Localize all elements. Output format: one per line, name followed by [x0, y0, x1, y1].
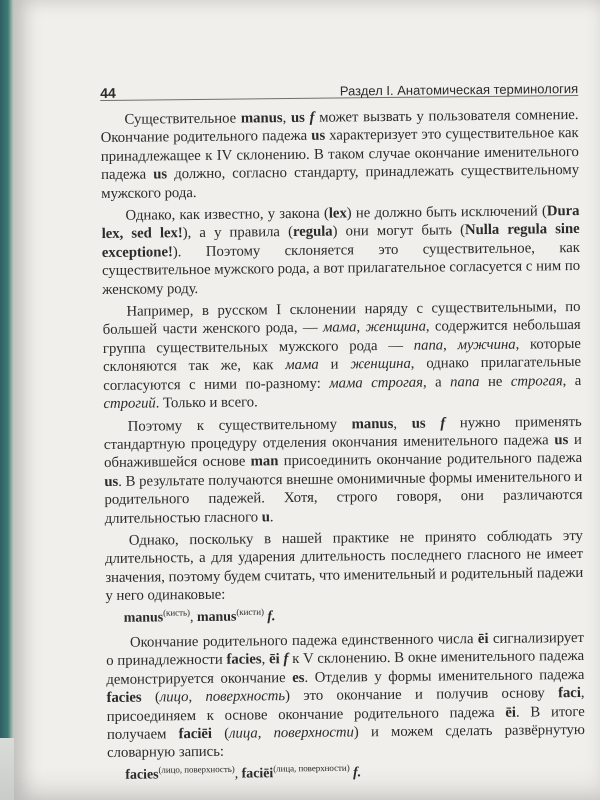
paragraph-3: Например, в русском I склонении наряду с существительными, по большей части женского рода, — мама, женщина, содержится небольшая группа существительных мужского рода — папа, мужчина, которые склоняются так же, как мама и женщина, однако прилагательные согласуются с ними по-разному: мама строгая, а папа не строгая, а строгий. Только и всего.	[102, 299, 582, 413]
page-content	[100, 69, 585, 791]
book-page	[14, 0, 600, 800]
paragraph-1: Существительное manus, us f может вызвать у пользователя сомнение. Окончание родительного падежа us характеризует это существительное как принадлежащее к IV склонению. В таком случае окончание именительного падежа us должно, согласно стандарту, принадлежать существительному мужского рода.	[100, 106, 580, 202]
page-number: 44	[100, 84, 116, 101]
running-head	[100, 69, 578, 101]
dictionary-entry-manus: manus$^{(кисть)}$, manus$^{(кисти)}$ f.	[123, 606, 276, 626]
paragraph-2: Однако, как известно, у закона (lex) не должно быть исключений (Dura lex, sed lex!), а у правила (regula) они могут быть (Nulla regula sine exceptione!). Поэтому склоняется это существительное, как существительное мужского рода, а вот прилагательное согласуется с ним по женскому роду.	[101, 203, 581, 298]
paragraph-6: Окончание родительного падежа единственного числа ēi сигнализирует о принадлежности facies, ēi f к V склонению. В окне именительного падежа демонстрируется окончание es. Отделив у формы именительного падежа facies (лицо, поверхность) это окончание и получив основу faci, присоединяем к основе окончание родительного падежа ēi. В итоге получаем faciēi (лица, поверхности) и можем сделать развёрнутую словарную запись:	[106, 629, 585, 762]
dictionary-entry-facies: facies$^{(лицо, поверхность)}$, faciēi$^{(лица, поверхности)}$ f.	[125, 762, 362, 783]
body-text	[100, 106, 585, 785]
paragraph-5: Однако, поскольку в нашей практике не принято соблюдать эту длительность, а для ударения длительность последнего гласного не имеет значения, поэтому будем считать, что именительный и родительный падежи у него одинаковые:	[104, 527, 584, 605]
section-title: Раздел I. Анатомическая терминология	[339, 80, 579, 99]
paragraph-4: Поэтому к существительному manus, us f нужно применять стандартную процедуру отделения окончания именительного падежа us и обнажившейся основе man присоединить окончание родительного падежа us. В результате получаются внешне омонимичные формы именительного и родительного падежей. Хотя, строго говоря, они различаются длительностью гласного u.	[103, 413, 583, 527]
